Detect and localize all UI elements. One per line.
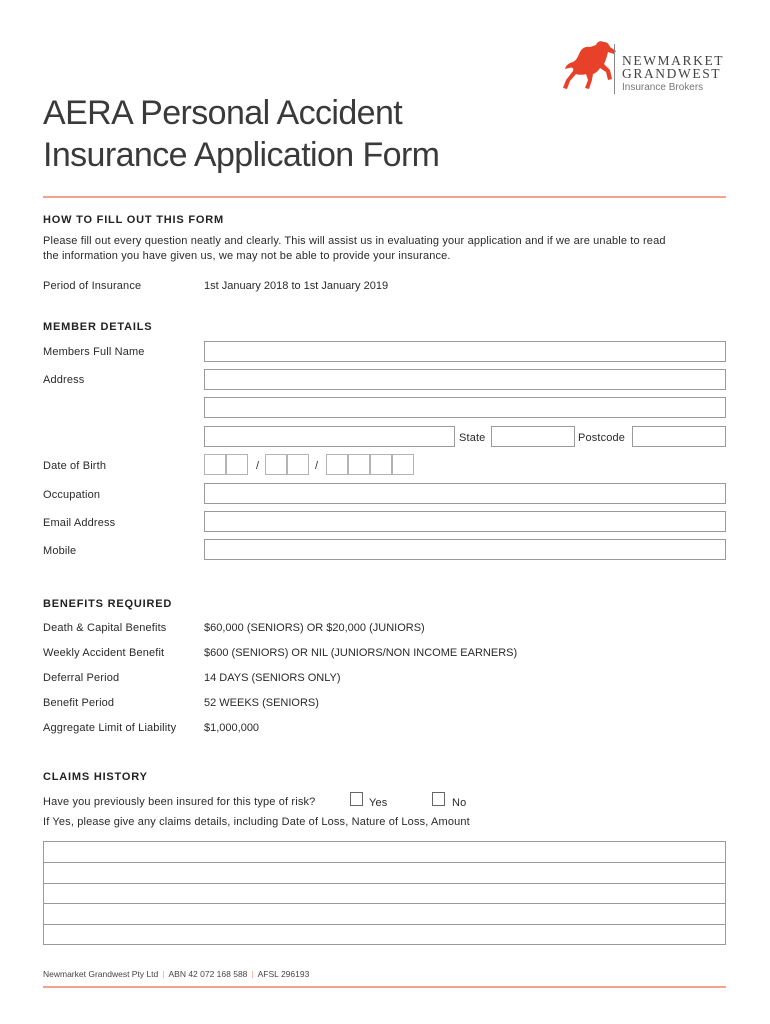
mobile-label: Mobile	[43, 545, 77, 557]
claims-heading: CLAIMS HISTORY	[43, 771, 148, 783]
instructions-line2: the information you have given us, we may not be able to provide your insurance.	[43, 250, 451, 262]
claims-question: Have you previously been insured for this type of risk?	[43, 796, 316, 808]
full-name-label: Members Full Name	[43, 346, 145, 358]
dob-label: Date of Birth	[43, 460, 107, 472]
occupation-label: Occupation	[43, 489, 101, 501]
claims-table-row-line	[44, 903, 725, 904]
email-input[interactable]	[204, 511, 726, 532]
address-label: Address	[43, 374, 85, 386]
dob-day-digit2[interactable]	[226, 454, 248, 475]
horse-logo-icon	[560, 38, 620, 94]
address-line1-input[interactable]	[204, 369, 726, 390]
dob-separator: /	[315, 460, 319, 472]
dob-year-digit2[interactable]	[348, 454, 370, 475]
occupation-input[interactable]	[204, 483, 726, 504]
claims-yes-label: Yes	[369, 797, 388, 809]
period-value: 1st January 2018 to 1st January 2019	[204, 280, 389, 292]
footer-divider	[43, 986, 726, 988]
dob-separator: /	[256, 460, 260, 472]
logo-name-line1: NEWMARKET	[622, 53, 725, 68]
benefit-value: $600 (SENIORS) OR NIL (JUNIORS/NON INCOME EARNERS)	[204, 647, 518, 659]
footer	[43, 969, 309, 979]
dob-day-digit1[interactable]	[204, 454, 226, 475]
postcode-label: Postcode	[578, 432, 626, 444]
footer-abn: ABN 42 072 168 588	[168, 969, 248, 979]
member-details-heading: MEMBER DETAILS	[43, 321, 153, 333]
benefit-value: $60,000 (SENIORS) OR $20,000 (JUNIORS)	[204, 622, 425, 634]
claims-table-row-line	[44, 883, 725, 884]
title-divider	[43, 196, 726, 198]
footer-afsl: AFSL 296193	[257, 969, 310, 979]
claims-table-row-line	[44, 862, 725, 863]
logo-divider	[614, 44, 615, 94]
full-name-input[interactable]	[204, 341, 726, 362]
postcode-input[interactable]	[632, 426, 726, 447]
state-input[interactable]	[491, 426, 575, 447]
title-line2: Insurance Application Form	[43, 136, 440, 174]
claims-no-label: No	[452, 797, 467, 809]
claims-table-row-line	[44, 924, 725, 925]
state-label: State	[459, 432, 486, 444]
benefit-value: $1,000,000	[204, 722, 260, 734]
dob-month-digit2[interactable]	[287, 454, 309, 475]
address-line2-input[interactable]	[204, 397, 726, 418]
logo-tagline: Insurance Brokers	[622, 82, 704, 93]
instructions-heading: HOW TO FILL OUT THIS FORM	[43, 214, 224, 226]
dob-year-digit3[interactable]	[370, 454, 392, 475]
dob-year-digit1[interactable]	[326, 454, 348, 475]
period-label: Period of Insurance	[43, 280, 142, 292]
claims-no-checkbox[interactable]	[432, 792, 445, 806]
page-title	[43, 92, 439, 176]
footer-separator: |	[251, 969, 254, 979]
instructions-line1: Please fill out every question neatly and clearly. This will assist us in evaluating your application and if we are unable to read	[43, 235, 666, 247]
footer-company: Newmarket Grandwest Pty Ltd	[43, 969, 159, 979]
footer-separator: |	[162, 969, 165, 979]
benefit-label: Deferral Period	[43, 672, 120, 684]
benefit-value: 14 DAYS (SENIORS ONLY)	[204, 672, 341, 684]
benefit-label: Benefit Period	[43, 697, 115, 709]
benefit-label: Aggregate Limit of Liability	[43, 722, 177, 734]
address-line3-input[interactable]	[204, 426, 455, 447]
title-line1: AERA Personal Accident	[43, 94, 403, 132]
claims-yes-checkbox[interactable]	[350, 792, 363, 806]
logo-name-line2: GRANDWEST	[622, 66, 722, 81]
claims-details-prompt: If Yes, please give any claims details, including Date of Loss, Nature of Loss, Amount	[43, 816, 470, 828]
email-label: Email Address	[43, 517, 116, 529]
dob-year-digit4[interactable]	[392, 454, 414, 475]
mobile-input[interactable]	[204, 539, 726, 560]
benefits-heading: BENEFITS REQUIRED	[43, 598, 173, 610]
benefit-label: Weekly Accident Benefit	[43, 647, 165, 659]
benefit-label: Death & Capital Benefits	[43, 622, 167, 634]
claims-details-table[interactable]	[43, 841, 726, 945]
benefit-value: 52 WEEKS (SENIORS)	[204, 697, 319, 709]
dob-month-digit1[interactable]	[265, 454, 287, 475]
